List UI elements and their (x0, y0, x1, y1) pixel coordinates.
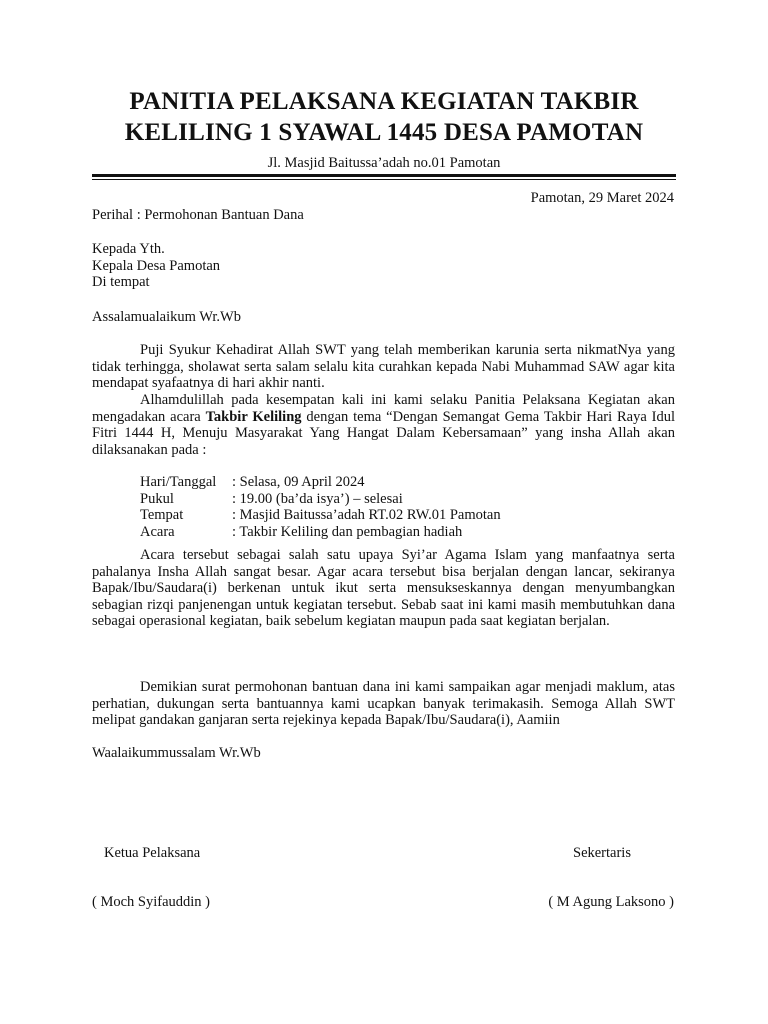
detail-row (140, 524, 501, 541)
paragraph-event-intro: Alhamdulillah pada kesempatan kali ini kami selaku Panitia Pelaksana Kegiatan akan mengadakan acara Takbir Keliling dengan tema “Dengan Semangat Gema Takbir Hari Raya Idul Fitri 1444 H, Menuju Masyarakat Yang Hangat Dalam Kebersamaan” yang insha Allah akan dilaksanakan pada : (92, 392, 675, 458)
letterhead-address: Jl. Masjid Baitussa’adah no.01 Pamotan (267, 155, 501, 171)
detail-label: Pukul (140, 490, 174, 507)
detail-label: Tempat (140, 507, 184, 523)
letter-subject: Perihal : Permohonan Bantuan Dana (92, 207, 304, 223)
detail-value: : Takbir Keliling dan pembagian hadiah (232, 523, 463, 540)
greeting: Assalamualaikum Wr.Wb (92, 309, 241, 325)
letterhead-title (0, 86, 768, 148)
header-divider-thin (92, 179, 676, 180)
detail-row (140, 474, 501, 491)
recipient-line: Kepada Yth. (92, 241, 165, 257)
signature-title-chairman: Ketua Pelaksana (104, 845, 201, 861)
detail-row (140, 507, 501, 524)
title-line-1: PANITIA PELAKSANA KEGIATAN TAKBIR (129, 88, 639, 115)
event-details (140, 474, 501, 540)
detail-value: : Selasa, 09 April 2024 (232, 474, 365, 490)
title-line-2: KELILING 1 SYAWAL 1445 DESA PAMOTAN (124, 119, 644, 146)
paragraph-closing: Demikian surat permohonan bantuan dana ini kami sampaikan agar menjadi maklum, atas perhatian, dukungan serta bantuannya kami ucapkan banyak terimakasih. Semoga Allah SWT melipat gandakan ganjaran serta rejekinya kepada Bapak/Ibu/Saudara(i), Aamiin (92, 679, 675, 728)
detail-label: Hari/Tanggal (140, 474, 217, 490)
recipient-line: Di tempat (92, 274, 150, 290)
recipient-line: Kepala Desa Pamotan (92, 257, 221, 274)
detail-value: : 19.00 (ba’da isya’) – selesai (232, 490, 403, 507)
recipient-block (92, 241, 220, 291)
paragraph-purpose: Acara tersebut sebagai salah satu upaya Syi’ar Agama Islam yang manfaatnya serta pahalanya Insha Allah sangat besar. Agar acara tersebut bisa berjalan dengan lancar, sekiranya Bapak/Ibu/Saudara(i) berkenan untuk ikut serta mensukseskannya dengan menyumbangkan sebagian rizqi panjenengan untuk kegiatan tersebut. Sebab saat ini kami masih membutuhkan dana sebagai operasional kegiatan, baik sebelum kegiatan maupun pada saat kegiatan berjalan. (92, 547, 675, 629)
letter-date: Pamotan, 29 Maret 2024 (530, 190, 674, 206)
detail-label: Acara (140, 523, 175, 540)
signature-name-secretary: ( M Agung Laksono ) (548, 894, 674, 910)
paragraph-opening: Puji Syukur Kehadirat Allah SWT yang telah memberikan karunia serta nikmatNya yang tidak terhingga, sholawat serta salam selalu kita curahkan kepada Nabi Muhammad SAW agar kita mendapat syafaatnya di hari akhir nanti. (92, 342, 675, 391)
signature-name-chairman: ( Moch Syifauddin ) (92, 894, 210, 910)
detail-value: : Masjid Baitussa’adah RT.02 RW.01 Pamotan (232, 507, 501, 523)
detail-row (140, 491, 501, 508)
closing-salutation: Waalaikummussalam Wr.Wb (92, 745, 261, 761)
event-name: Takbir Keliling (205, 408, 302, 425)
signature-title-secretary: Sekertaris (573, 845, 631, 861)
header-divider-thick (92, 174, 676, 177)
